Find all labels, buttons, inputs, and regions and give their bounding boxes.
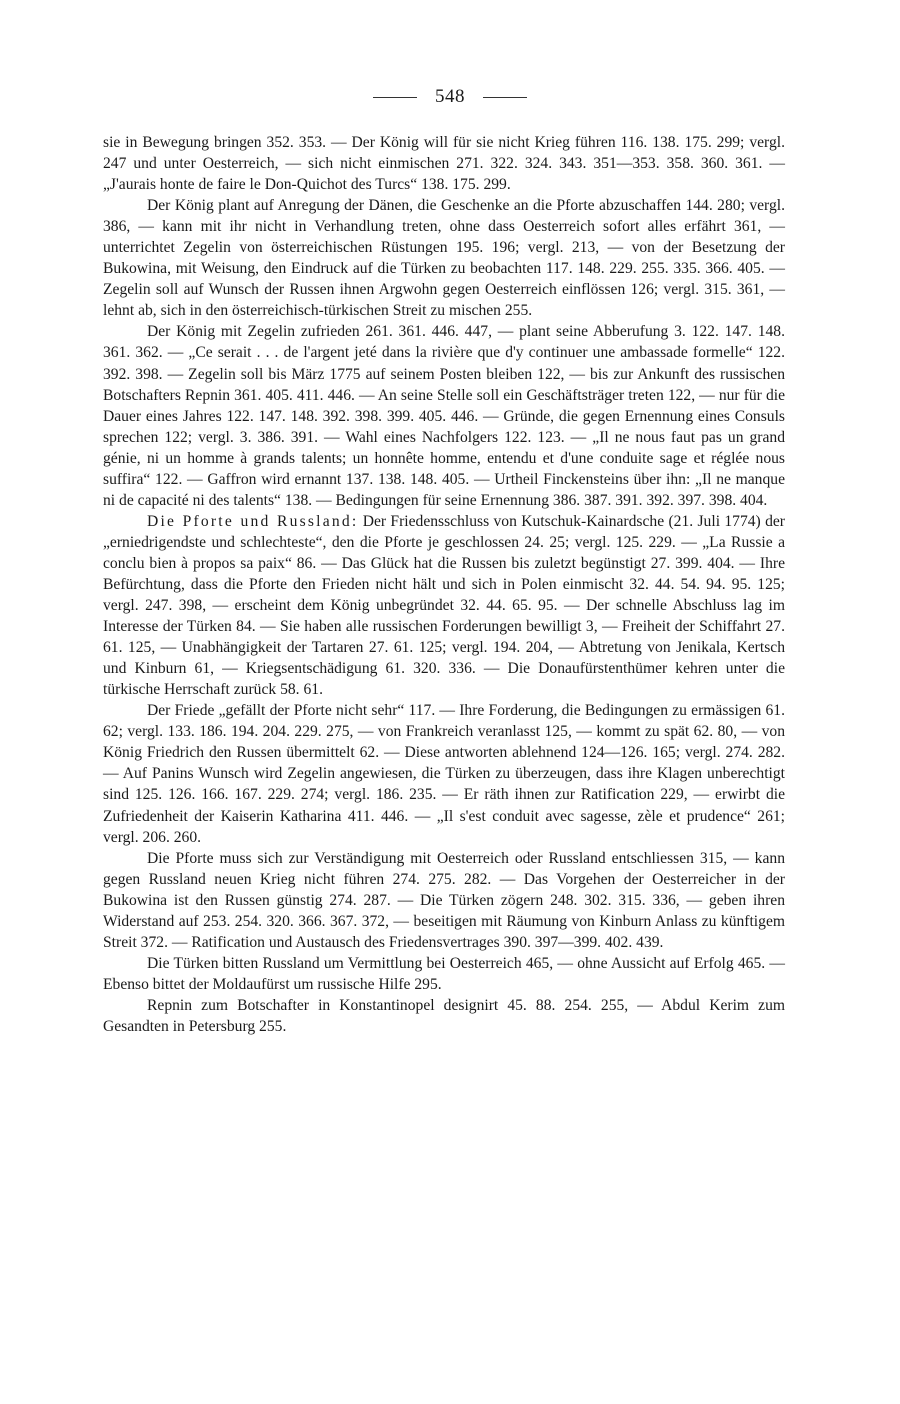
paragraph-1: sie in Bewegung bringen 352. 353. — Der König will für sie nicht Krieg führen 116. 138. 175. 299; vergl. 247 und unter Oesterreich, — sich nicht einmischen 271. 322. 324. 343. 351—353. 358. 360. 361. — „J'aurais honte de faire le Don-Quichot des Turcs“ 138. 175. 299. [103, 134, 785, 194]
paragraph-7: Die Türken bitten Russland um Vermittlung bei Oesterreich 465, — ohne Aussicht auf Erfolg 465. — Ebenso bittet der Moldaufürst um russische Hilfe 295. [103, 954, 785, 993]
paragraph-2: Der König plant auf Anregung der Dänen, die Geschenke an die Pforte abzuschaffen 144. 280; vergl. 386, — kann mit ihr nicht in Verhandlung treten, ohne dass Oesterreich sofort alles erfährt 361, — unterrichtet Zegelin von österreichischen Rüstungen 195. 196; vergl. 213, — von der Besetzung der Bukowina, mit Weisung, den Eindruck auf die Türken zu beobachten 117. 148. 229. 255. 335. 366. 405. — Zegelin soll auf Wunsch der Russen ihnen Argwohn gegen Oesterreich einflössen 126; vergl. 315. 361, — lehnt ab, sich in den österreichisch-türkischen Streit zu mischen 255. [103, 197, 785, 320]
paragraph-pforte-russland [103, 511, 785, 700]
paragraph-5: Der Friede „gefällt der Pforte nicht sehr“ 117. — Ihre Forderung, die Bedingungen zu ermässigen 61. 62; vergl. 133. 186. 194. 204. 229. 275, — von Frankreich veranlasst 125, — kommt zu spät 62. 80, — von König Friedrich den Russen übermittelt 62. — Diese antworten ablehnend 124—126. 165; vergl. 274. 282. — Auf Panins Wunsch wird Zegelin angewiesen, die Türken zu überzeugen, dass ihre Klagen unberechtigt sind 125. 126. 166. 167. 229. 274; vergl. 186. 235. — Er räth ihnen zur Ratification 229, — erwirbt die Zufriedenheit der Kaiserin Katharina 411. 446. — „Il s'est conduit avec sagesse, zèle et prudence“ 261; vergl. 206. 260. [103, 702, 785, 846]
header-rule-left [373, 97, 417, 98]
index-text [103, 132, 785, 1037]
page-number: 548 [435, 86, 465, 107]
paragraph-8: Repnin zum Botschafter in Konstantinopel designirt 45. 88. 254. 255, — Abdul Kerim zum Gesandten in Petersburg 255. [103, 996, 785, 1035]
section-heading-pforte-russland: Die Pforte und Russland: [147, 512, 359, 530]
page-header [0, 86, 900, 108]
paragraph-3: Der König mit Zegelin zufrieden 261. 361. 446. 447, — plant seine Abberufung 3. 122. 147. 148. 361. 362. — „Ce serait . . . de l'argent jeté dans la rivière que d'y continuer une ambassade formelle“ 122. 392. 398. — Zegelin soll bis März 1775 auf seinem Posten bleiben 122, — bis zur Ankunft des russischen Botschafters Repnin 361. 405. 411. 446. — An seine Stelle soll ein Geschäftsträger treten 122, — nur für die Dauer eines Jahres 122. 147. 148. 392. 398. 399. 405. 446. — Gründe, die gegen Ernennung eines Consuls sprechen 122; vergl. 3. 386. 391. — Wahl eines Nachfolgers 122. 123. — „Il ne nous faut pas un grand génie, ni un homme à grands talents; un honnête homme, entendu et d'une conduite sage et réglée nous suffira“ 122. — Gaffron wird ernannt 137. 138. 148. 405. — Urtheil Finckensteins über ihn: „Il ne manque ni de capacité ni des talents“ 138. — Bedingungen für seine Ernennung 386. 387. 391. 392. 397. 398. 404. [103, 323, 785, 509]
paragraph-pforte-russland-body: Der Friedensschluss von Kutschuk-Kainardsche (21. Juli 1774) der „erniedrigendste und schlechteste“, den die Pforte je geschlossen 24. 25; vergl. 125. 229. — „La Russie a conclu bien à propos sa paix“ 86. — Das Glück hat die Russen bis zuletzt begünstigt 27. 399. 404. — Ihre Befürchtung, dass die Pforte den Frieden nicht hält und sich in Polen einmischt 32. 44. 54. 94. 95. 125; vergl. 247. 398, — erscheint dem König unbegründet 32. 44. 65. 95. — Der schnelle Abschluss lag im Interesse der Türken 84. — Sie haben alle russischen Forderungen bewilligt 3, — Freiheit der Schiffahrt 27. 61. 125, — Unabhängigkeit der Tartaren 27. 61. 125; vergl. 194. 204, — Abtretung von Jenikala, Kertsch und Kinburn 61, — Kriegsentschädigung 61. 320. 336. — Die Donaufürstenthümer kehren unter die türkische Herrschaft zurück 58. 61. [103, 512, 785, 699]
paragraph-6: Die Pforte muss sich zur Verständigung mit Oesterreich oder Russland entschliessen 315, — kann gegen Russland neuen Krieg nicht führen 274. 275. 282. — Das Vorgehen der Oesterreicher in der Bukowina ist den Russen günstig 274. 287. — Die Türken zögern 248. 302. 315. 336, — geben ihren Widerstand auf 253. 254. 320. 366. 367. 372, — beseitigen mit Räumung von Kinburn Anlass zu künftigem Streit 372. — Ratification und Austausch des Friedensvertrages 390. 397—399. 402. 439. [103, 849, 785, 951]
header-rule-right [483, 97, 527, 98]
